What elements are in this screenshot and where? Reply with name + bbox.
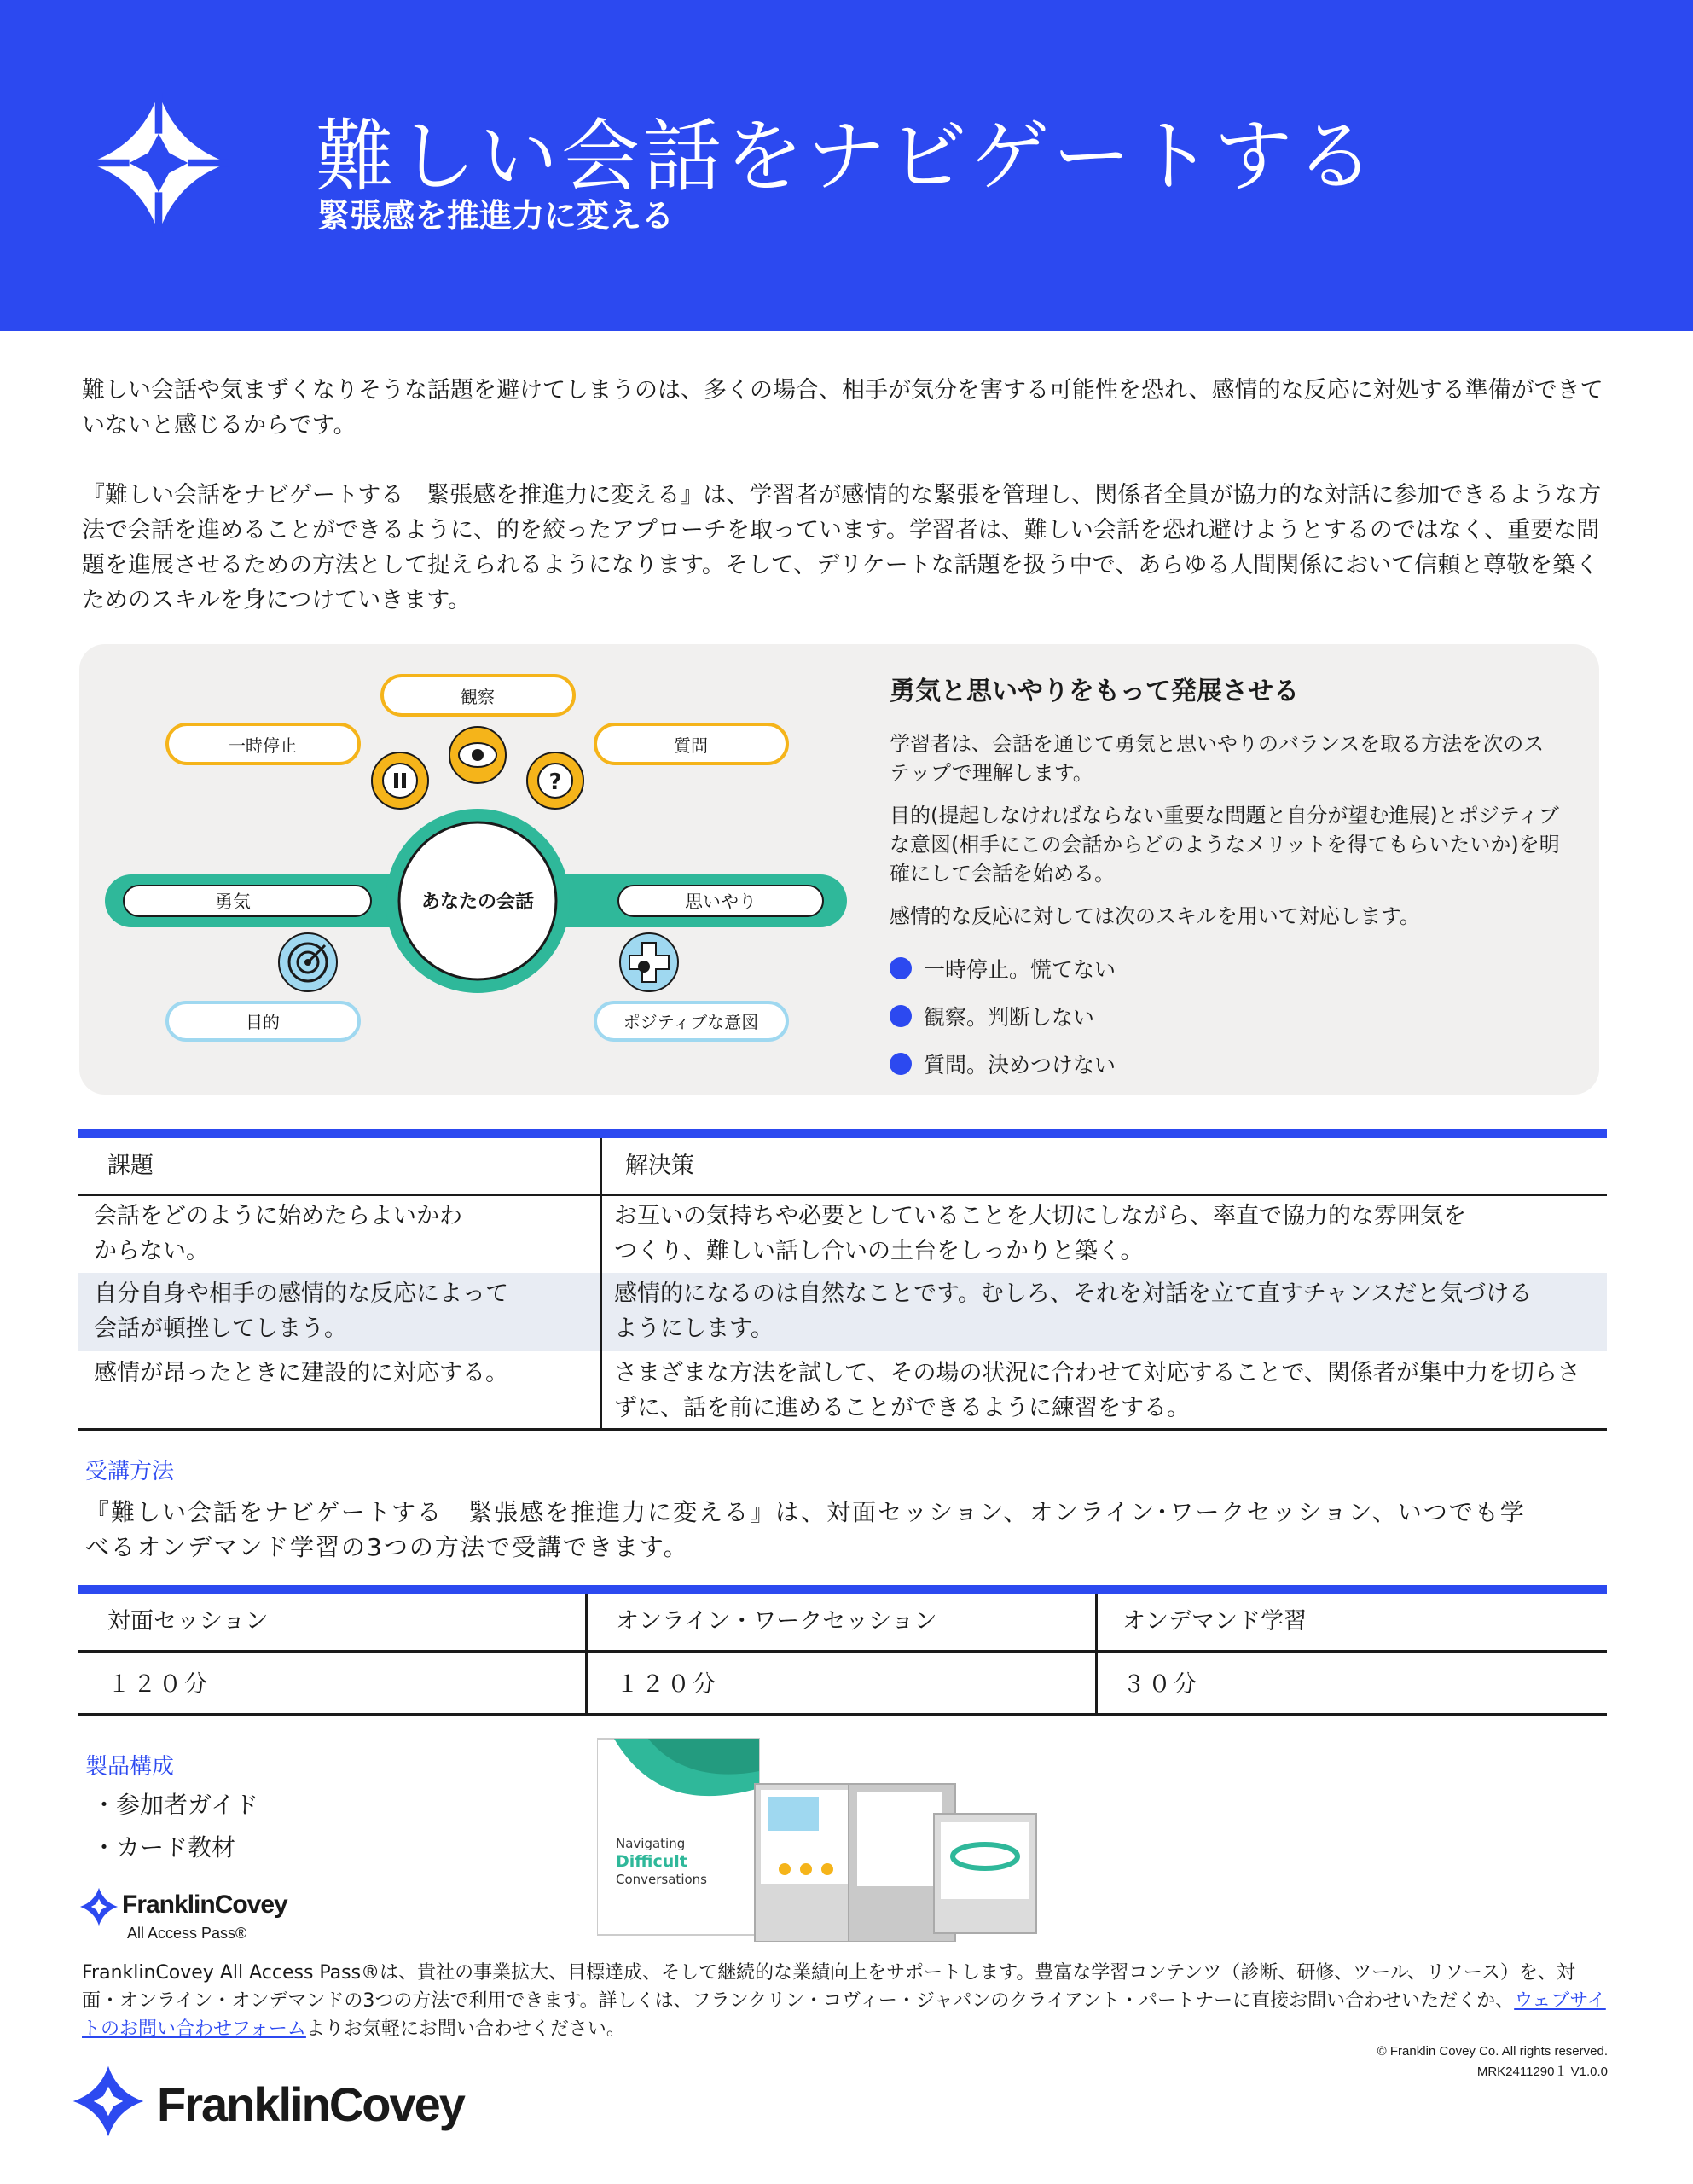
bullet-item: [890, 944, 1563, 992]
delivery-column-divider-2: [1095, 1594, 1098, 1716]
document-code: MRK2411290１ V1.0.0: [1476, 2065, 1608, 2079]
bullet-dot-icon: [890, 1053, 912, 1075]
delivery-bottom-rule: [78, 1713, 1607, 1716]
table-top-rule: [78, 1129, 1607, 1138]
all-access-pass-sub: All Access Pass®: [127, 1925, 247, 1942]
product-item-guide: ・参加者ガイド: [92, 1791, 259, 1819]
delivery-top-rule: [78, 1585, 1607, 1594]
bullet-dot-icon: [890, 957, 912, 979]
bullet-text: 観察。判断しない: [924, 1005, 1095, 1030]
table-header-divider: [78, 1194, 1607, 1196]
label-pause: 一時停止: [229, 735, 297, 756]
delivery-header-divider: [78, 1650, 1607, 1653]
label-question: 質問: [674, 735, 708, 756]
target-icon: [279, 933, 337, 991]
bullet-text: 質問。決めつけない: [924, 1053, 1116, 1077]
table-row-3-solution: さまざまな方法を試して、その場の状況に合わせて対応することで、関係者が集中力を切らさずに、話を前に進めることができるように練習をする。: [614, 1360, 1580, 1421]
table-row-2-solution: 感情的になるのは自然なことです。むしろ、それを対話を立て直すチャンスだと気づけるようにします。: [614, 1281, 1533, 1342]
panel-text-1: 学習者は、会話を通じて勇気と思いやりのバランスを取る方法を次のステップで理解します。: [890, 732, 1545, 785]
copyright-block: [1377, 2042, 1608, 2082]
delivery-value-in-person: １２０分: [107, 1671, 210, 1698]
panel-text-3: 感情的な反応に対しては次のスキルを用いて対応します。: [890, 904, 1420, 928]
label-positive-intent: ポジティブな意図: [623, 1012, 759, 1032]
product-item-cards: ・カード教材: [92, 1833, 236, 1862]
book-line-2: Difficult: [616, 1852, 687, 1871]
bullet-text: 一時停止。慌てない: [924, 957, 1116, 982]
footer-text-before: FranklinCovey All Access Pass®は、貴社の事業拡大、目標達成、そして継続的な業績向上をサポートします。豊富な学習コンテンツ（診断、研修、ツール、リソース）を、対面・オンライン・オンデマンドの3つの方法で利用できます。詳しくは、フランクリン・コヴィー・ジャパンのクライアント・パートナーに直接お問い合わせいただくか、: [82, 1962, 1575, 2012]
table-row-1-solution: お互いの気持ちや必要としていることを大切にしながら、率直で協力的な雰囲気をつくり、難しい話し合いの土台をしっかりと築く。: [614, 1203, 1466, 1264]
svg-text:?: ?: [548, 770, 562, 795]
panel-text-2: 目的(提起しなければならない重要な問題と自分が望む進展)とポジティブな意図(相手にこの会話からどのようなメリットを得てもらいたいか)を明確にして会話を始める。: [890, 804, 1560, 886]
delivery-header-on-demand: オンデマンド学習: [1122, 1608, 1307, 1635]
page-title: 難しい会話をナビゲートする: [316, 111, 1378, 202]
pause-icon: [372, 752, 428, 809]
delivery-column-divider-1: [585, 1594, 588, 1716]
page-subtitle: 緊張感を推進力に変える: [317, 197, 675, 235]
courage-compassion-panel: [79, 644, 1599, 1095]
label-observe: 観察: [461, 687, 495, 707]
table-row-3-challenge: 感情が昂ったときに建設的に対応する。: [94, 1360, 508, 1386]
label-compassion: 思いやり: [685, 892, 757, 912]
eye-icon: [449, 727, 506, 783]
delivery-value-on-demand: ３０分: [1122, 1671, 1199, 1698]
label-purpose: 目的: [246, 1012, 280, 1032]
conversation-diagram: [79, 644, 881, 1095]
footer-text-after: よりお気軽にお問い合わせください。: [305, 2018, 625, 2040]
franklincovey-star-logo-icon: [85, 90, 232, 236]
table-bottom-rule: [78, 1428, 1607, 1431]
panel-heading: 勇気と思いやりをもって発展させる: [890, 677, 1299, 706]
question-icon: [527, 752, 583, 809]
bullet-item: [890, 1040, 1563, 1088]
all-access-pass-logo: [79, 1887, 287, 1942]
table-column-divider: [600, 1138, 602, 1430]
table-row-1-challenge: 会話をどのように始めたらよいかわからない。: [94, 1203, 462, 1264]
table-header-challenge: 課題: [107, 1153, 154, 1179]
franklincovey-wordmark: FranklinCovey: [157, 2077, 464, 2131]
footer-description: [82, 1959, 1609, 2043]
franklincovey-logo: [72, 2065, 464, 2141]
plus-heart-icon: [620, 933, 678, 991]
bullet-item: [890, 992, 1563, 1040]
table-header-solution: 解決策: [625, 1153, 694, 1179]
intro-paragraph-2: 『難しい会話をナビゲートする 緊張感を推進力に変える』は、学習者が感情的な緊張を管理し、関係者全員が協力的な対話に参加できるような方法で会話を進めることができるように、的を絞ったアプローチを取っています。学習者は、難しい会話を恐れ避けようとするのではなく、重要な問題を進展させるための方法として捉えられるようになります。そして、デリケートな話題を扱う中で、あらゆる人間関係において信頼と尊敬を築くためのスキルを身につけていきます。: [82, 482, 1602, 613]
label-courage: 勇気: [215, 892, 251, 912]
franklincovey-star-icon: [72, 2065, 145, 2138]
delivery-header-online: オンライン・ワークセッション: [616, 1608, 937, 1635]
all-access-pass-brand: FranklinCovey: [122, 1891, 287, 1919]
header-banner: [0, 0, 1693, 331]
contact-form-link[interactable]: ウェブサイトのお問い合わせフォーム: [82, 1990, 1606, 2040]
product-label: 製品構成: [85, 1754, 175, 1780]
attendance-text: 『難しい会話をナビゲートする 緊張感を推進力に変える』は、対面セッション、オンライン･ワークセッション、いつでも学べるオンデマンド学習の3つの方法で受講できます。: [85, 1498, 1526, 1561]
franklincovey-small-star-icon: [79, 1887, 119, 1926]
copyright-text: © Franklin Covey Co. All rights reserved.: [1377, 2044, 1608, 2059]
center-label: あなたの会話: [420, 892, 535, 913]
delivery-value-online: １２０分: [616, 1671, 718, 1698]
product-materials-image: [597, 1737, 1041, 1942]
table-row-2-challenge: 自分自身や相手の感情的な反応によって会話が頓挫してしまう。: [94, 1281, 508, 1342]
attendance-label: 受講方法: [85, 1459, 175, 1484]
intro-paragraph-1: 難しい会話や気まずくなりそうな話題を避けてしまうのは、多くの場合、相手が気分を害する可能性を恐れ、感情的な反応に対処する準備ができていないと感じるからです。: [82, 377, 1603, 439]
book-line-1: Navigating: [616, 1836, 686, 1851]
book-line-3: Conversations: [616, 1872, 707, 1887]
panel-description: [890, 670, 1563, 1088]
bullet-dot-icon: [890, 1005, 912, 1027]
delivery-header-in-person: 対面セッション: [107, 1608, 269, 1635]
